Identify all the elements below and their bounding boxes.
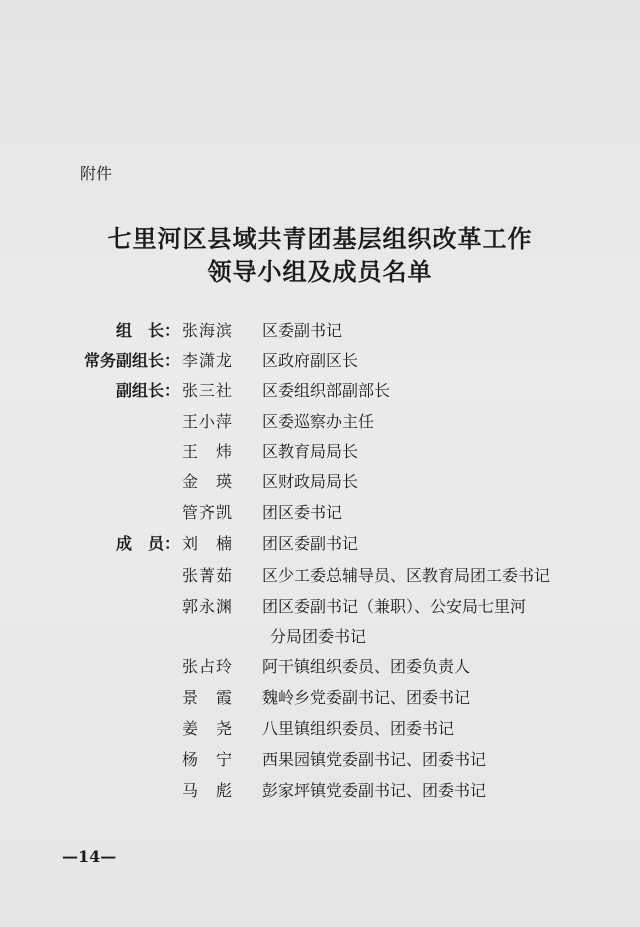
member-post: 区委组织部副部长 [262, 381, 391, 400]
member-name: 姜 尧 [182, 719, 234, 738]
member-post: 团区委书记 [262, 503, 343, 522]
member-row [0, 685, 640, 715]
member-post: 阿干镇组织委员、团委负责人 [262, 657, 471, 676]
member-row [0, 469, 640, 499]
member-post: 八里镇组织委员、团委书记 [262, 719, 455, 738]
member-name: 张海滨 [182, 321, 234, 340]
member-role: 成 员： [115, 534, 180, 553]
member-role: 副组长： [115, 381, 180, 400]
member-name: 管齐凯 [182, 503, 234, 522]
member-row [0, 563, 640, 593]
member-post: 区委副书记 [262, 321, 343, 340]
member-row [0, 778, 640, 808]
member-post: 团区委副书记（兼职）、公安局七里河 [262, 597, 527, 616]
member-row [0, 500, 640, 530]
member-row [0, 531, 640, 561]
member-name: 郭永渊 [182, 597, 234, 616]
member-name: 马 彪 [182, 781, 234, 800]
document-title-line2: 领导小组及成员名单 [207, 257, 433, 286]
member-name: 杨 宁 [182, 750, 234, 769]
member-post-continuation: 分局团委书记 [270, 627, 367, 646]
member-row [0, 318, 640, 348]
member-name: 张占玲 [182, 657, 234, 676]
page-number: —14— [62, 847, 117, 866]
member-post: 团区委副书记 [262, 534, 359, 553]
member-post: 西果园镇党委副书记、团委书记 [262, 750, 487, 769]
member-row [0, 378, 640, 408]
member-post: 区教育局局长 [262, 442, 359, 461]
member-row [0, 716, 640, 746]
member-name: 王小萍 [182, 412, 234, 431]
member-name: 张三社 [182, 381, 234, 400]
member-row [0, 348, 640, 378]
member-role: 组 长： [115, 321, 180, 340]
member-post: 区财政局局长 [262, 472, 359, 491]
member-row [0, 747, 640, 777]
document-title-line1: 七里河区县域共青团基层组织改革工作 [107, 224, 533, 253]
member-name: 金 瑛 [182, 472, 234, 491]
member-post: 魏岭乡党委副书记、团委书记 [262, 688, 471, 707]
member-name: 张菁茹 [182, 566, 234, 585]
member-name: 刘 楠 [182, 534, 234, 553]
member-post: 区委巡察办主任 [262, 412, 375, 431]
member-name: 李潇龙 [182, 351, 234, 370]
member-row [0, 594, 640, 624]
member-name: 王 炜 [182, 442, 234, 461]
member-post: 区政府副区长 [262, 351, 359, 370]
member-name: 景 霞 [182, 688, 234, 707]
member-role: 常务副组长： [83, 351, 180, 370]
attachment-label: 附件 [80, 164, 113, 183]
member-post: 彭家坪镇党委副书记、团委书记 [262, 781, 487, 800]
member-row [0, 439, 640, 469]
member-row-continuation [0, 624, 640, 654]
member-post: 区少工委总辅导员、区教育局团工委书记 [262, 566, 551, 585]
member-row [0, 409, 640, 439]
member-row [0, 654, 640, 684]
